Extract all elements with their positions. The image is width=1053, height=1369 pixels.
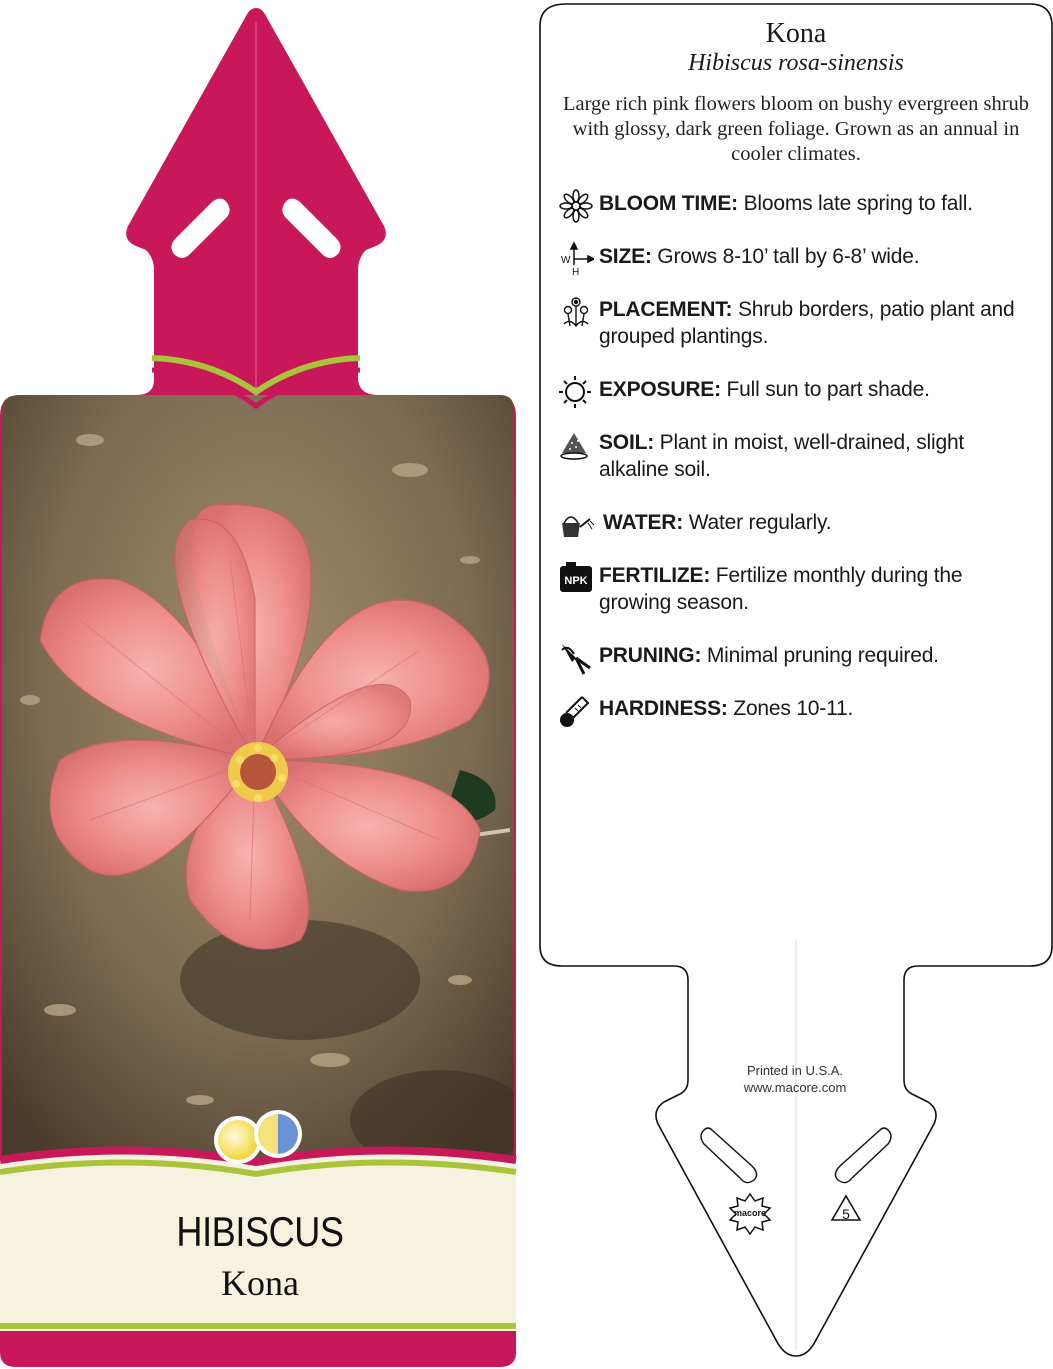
care-value: Blooms late spring to fall.: [737, 192, 973, 215]
care-value: Zones 10-11.: [727, 697, 854, 720]
latin-name: Hibiscus rosa-sinensis: [688, 50, 904, 76]
care-label: SOIL:: [599, 431, 654, 454]
care-value: Fertilize monthly during the growing season.: [599, 564, 963, 614]
genus-name: HIBISCUS: [176, 1208, 344, 1255]
care-label: EXPOSURE:: [599, 378, 721, 401]
care-value: Shrub borders, patio plant and grouped plantings.: [599, 298, 1015, 348]
svg-text:W: W: [561, 255, 571, 266]
watering-can-icon: [558, 507, 594, 543]
svg-text:macore: macore: [733, 1208, 767, 1218]
cultivar-name: Kona: [221, 1263, 299, 1303]
care-label: BLOOM TIME:: [599, 192, 738, 215]
plant-description: Large rich pink flowers bloom on bushy evergreen shrub with glossy, dark green foliage. Grown as an annual in cooler climates.: [562, 93, 1030, 165]
care-value: Water regularly.: [683, 511, 832, 534]
svg-text:5: 5: [842, 1206, 850, 1222]
fertilizer-icon: [558, 560, 594, 596]
care-value: Minimal pruning required.: [701, 644, 939, 667]
care-value: Full sun to part shade.: [720, 378, 930, 401]
care-value: Plant in moist, well-drained, slight alkaline soil.: [599, 431, 965, 481]
soil-icon: [558, 427, 594, 463]
care-value: Grows 8-10’ tall by 6-8’ wide.: [651, 245, 920, 268]
care-label: PRUNING:: [599, 644, 702, 667]
care-label: HARDINESS:: [599, 697, 728, 720]
thermometer-icon: [558, 693, 594, 729]
pruners-icon: [558, 640, 594, 676]
flower-icon: [558, 188, 594, 224]
care-label: PLACEMENT:: [599, 298, 733, 321]
svg-text:NPK: NPK: [564, 575, 588, 587]
svg-text:H: H: [572, 267, 580, 277]
printed-in-note: Printed in U.S.A.: [746, 1063, 844, 1078]
website-note: www.macore.com: [743, 1080, 847, 1095]
common-name: Kona: [765, 18, 827, 49]
sun-icon: [558, 374, 594, 410]
care-label: FERTILIZE:: [599, 564, 711, 587]
care-label: WATER:: [603, 511, 684, 534]
placement-icon: [558, 294, 594, 330]
care-label: SIZE:: [599, 245, 652, 268]
size-icon: [558, 241, 594, 277]
